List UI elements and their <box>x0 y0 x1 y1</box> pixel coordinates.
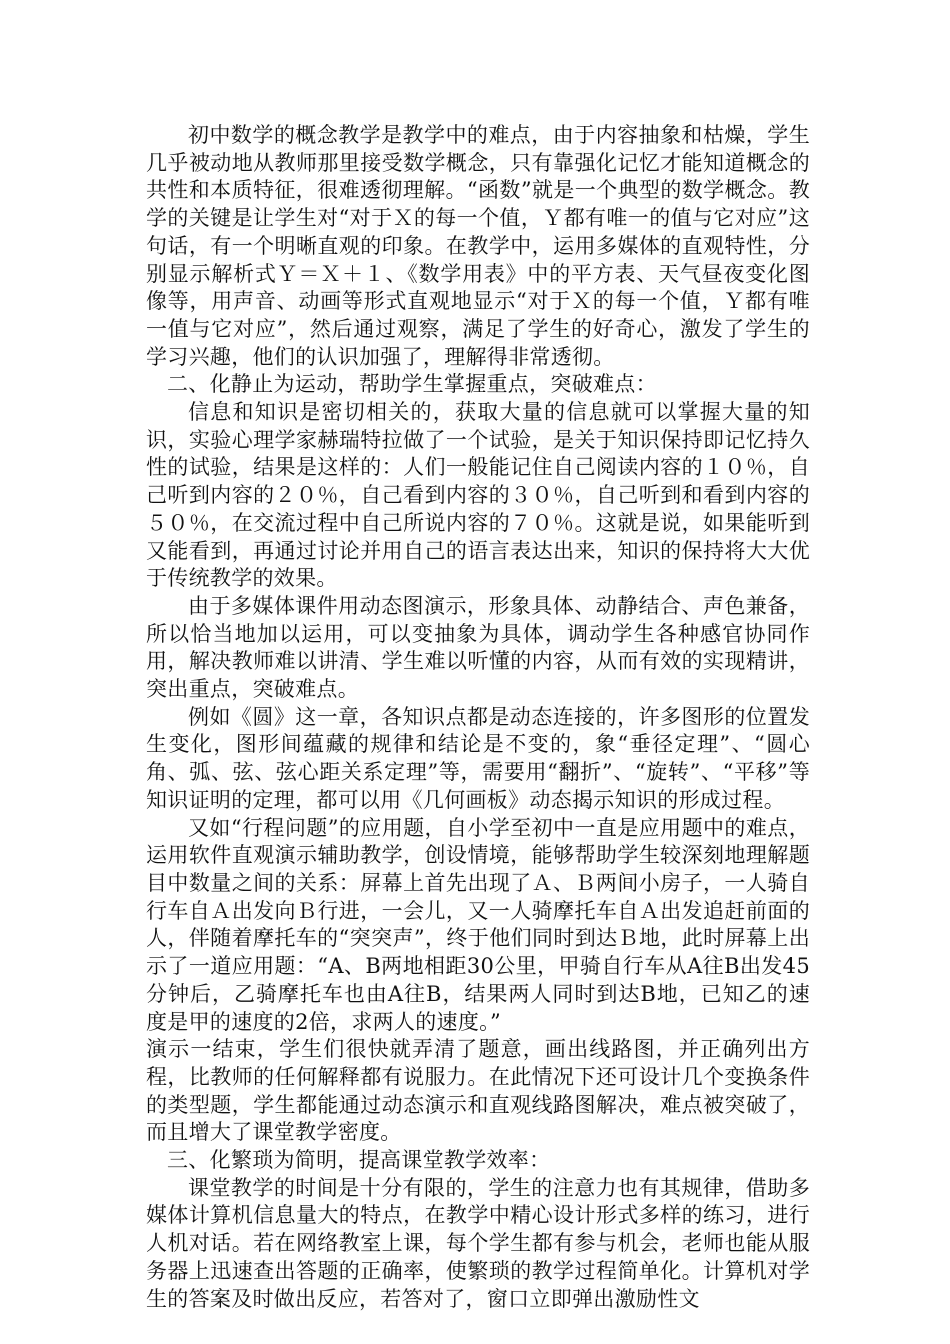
paragraph-multimedia-dynamic: 由于多媒体课件用动态图演示，形象具体、动静结合、声色兼备，所以恰当地加以运用，可以变抽象为具体，调动学生各种感官协同作用，解决教师难以讲清、学生难以听懂的内容，从而有效的实现精讲，突出重点，突破难点。 <box>146 593 810 702</box>
paragraph-memory-experiment: 信息和知识是密切相关的，获取大量的信息就可以掌握大量的知识，实验心理学家赫瑞特拉做了一个试验，是关于知识保持即记忆持久性的试验，结果是这样的：人们一般能记住自己阅读内容的１０％，自己听到内容的２０％，自己看到内容的３０％，自己听到和看到内容的５０％，在交流过程中自己所说内容的７０％。这就是说，如果能听到又能看到，再通过讨论并用自己的语言表达出来，知识的保持将大大优于传统教学的效果。 <box>146 400 810 591</box>
paragraph-circle-chapter: 例如《圆》这一章，各知识点都是动态连接的，许多图形的位置发生变化，图形间蕴藏的规律和结论是不变的，象“垂径定理”、“圆心角、弧、弦、弦心距关系定理”等，需要用“翻折”、“旋转”、“平移”等知识证明的定理，都可以用《几何画板》动态揭示知识的形成过程。 <box>146 704 810 812</box>
paragraph-function-concept: 初中数学的概念教学是教学中的难点，由于内容抽象和枯燥，学生几乎被动地从教师那里接受数学概念，只有靠强化记忆才能知道概念的共性和本质特征，很难透彻理解。“函数”就是一个典型的数学概念。教学的关键是让学生对“对于Ｘ的每一个值，Ｙ都有唯一的值与它对应”这句话，有一个明晰直观的印象。在教学中，运用多媒体的直观特性，分别显示解析式Ｙ＝Ｘ＋１、《数学用表》中的平方表、天气昼夜变化图像等，用声音、动画等形式直观地显示“对于Ｘ的每一个值，Ｙ都有唯一值与它对应”，然后通过观察，满足了学生的好奇心，激发了学生的学习兴趣，他们的认识加强了，理解得非常透彻。 <box>146 123 810 369</box>
section-heading-2: 二、化静止为运动，帮助学生掌握重点，突破难点： <box>167 372 657 397</box>
paragraph-demo-result: 演示一结束，学生们很快就弄清了题意，画出线路图，并正确列出方程，比教师的任何解释都有说服力。在此情况下还可设计几个变换条件的类型题，学生都能通过动态演示和直观线路图解决，难点被突破了，而且增大了课堂教学密度。 <box>146 1037 810 1145</box>
section-heading-3: 三、化繁琐为简明，提高课堂教学效率： <box>167 1148 551 1173</box>
paragraph-travel-problem: 又如“行程问题”的应用题，自小学至初中一直是应用题中的难点，运用软件直观演示辅助教学，创设情境，能够帮助学生较深刻地理解题目中数量之间的关系：屏幕上首先出现了Ａ、Ｂ两间小房子，一人骑自行车自Ａ出发向Ｂ行进，一会儿，又一人骑摩托车自Ａ出发追赶前面的人，伴随着摩托车的“突突声”，终于他们同时到达Ｂ地，此时屏幕上出示了一道应用题：“A、B两地相距30公里，甲骑自行车从A往B出发45分钟后，乙骑摩托车也由A往B，结果两人同时到达B地，已知乙的速度是甲的速度的2倍，求两人的速度。” <box>146 815 810 1034</box>
paragraph-classroom-time: 课堂教学的时间是十分有限的，学生的注意力也有其规律，借助多媒体计算机信息量大的特点，在教学中精心设计形式多样的练习，进行人机对话。若在网络教室上课，每个学生都有参与机会，老师也能从服务器上迅速查出答题的正确率，使繁琐的教学过程简单化。计算机对学生的答案及时做出反应，若答对了，窗口立即弹出激励性文 <box>146 1175 810 1311</box>
document-body <box>146 122 810 1313</box>
